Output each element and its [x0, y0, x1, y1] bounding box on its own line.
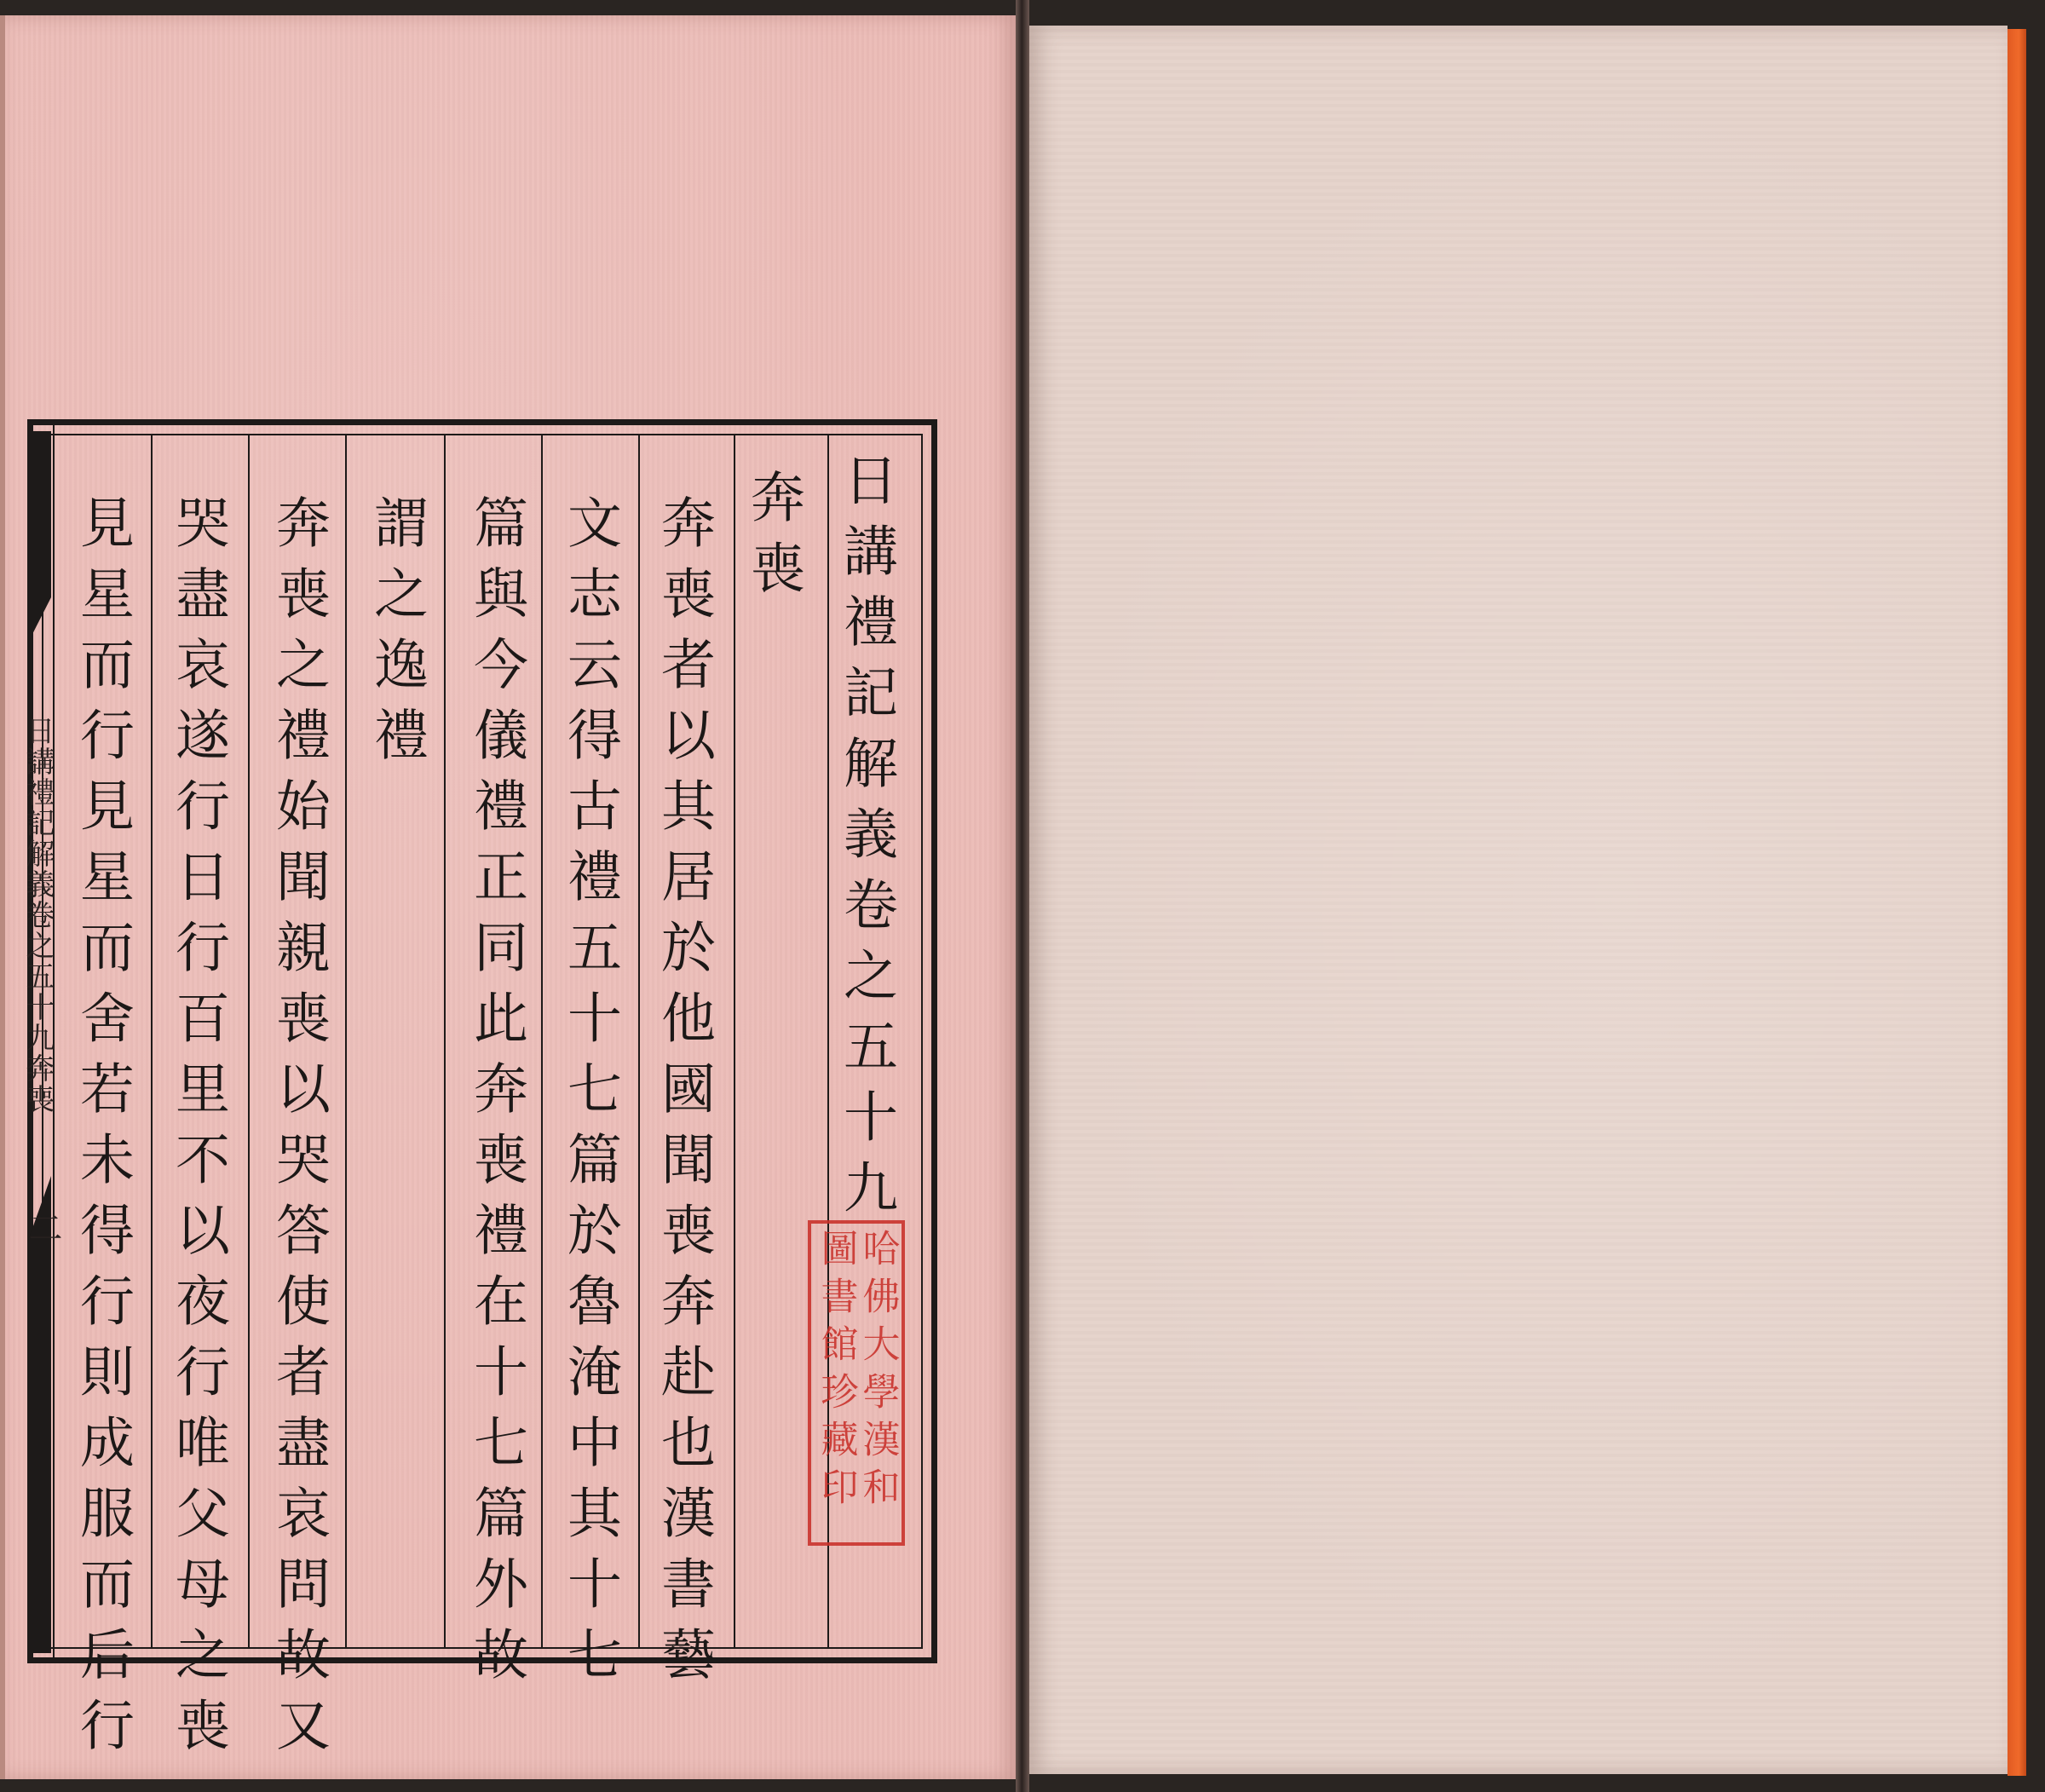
orange-page-edge [2008, 29, 2026, 1776]
column-rule [248, 434, 250, 1649]
chapter-heading: 奔喪 [741, 469, 804, 610]
column-rule [541, 434, 543, 1649]
fish-tail-mark-bottom [27, 1176, 51, 1653]
column-rule [151, 434, 153, 1649]
fold-strip-title: 日講禮記解義卷之五十九奔喪 [20, 716, 55, 1115]
library-seal [808, 1220, 905, 1546]
scan-border [2026, 0, 2045, 1792]
book-title: 日講禮記解義卷之五十九 [834, 452, 897, 1230]
text-column-1: 奔喪者以其居於他國聞喪奔赴也漢書藝 [652, 494, 715, 1697]
column-rule [638, 434, 640, 1649]
fold-strip-page-number: 二 [23, 1210, 62, 1244]
column-rule [444, 434, 446, 1649]
seal-text-left: 圖書館珍藏印 [814, 1229, 858, 1515]
column-rule [734, 434, 735, 1649]
right-page-blank [1029, 26, 2008, 1774]
book-gutter [1016, 0, 1029, 1792]
seal-text-right: 哈佛大學漢和 [855, 1229, 900, 1515]
column-rule [345, 434, 347, 1649]
text-column-7: 見星而行見星而舍若未得行則成服而后行 [71, 494, 134, 1767]
text-column-5: 奔喪之禮始聞親喪以哭答使者盡哀問故又 [267, 494, 330, 1767]
text-column-3: 篇與今儀禮正同此奔喪禮在十七篇外故 [464, 494, 527, 1697]
text-column-4: 謂之逸禮 [365, 494, 428, 777]
text-column-2: 文志云得古禮五十七篇於魯淹中其十七 [558, 494, 621, 1697]
text-column-6: 哭盡哀遂行日行百里不以夜行唯父母之喪 [166, 494, 229, 1767]
